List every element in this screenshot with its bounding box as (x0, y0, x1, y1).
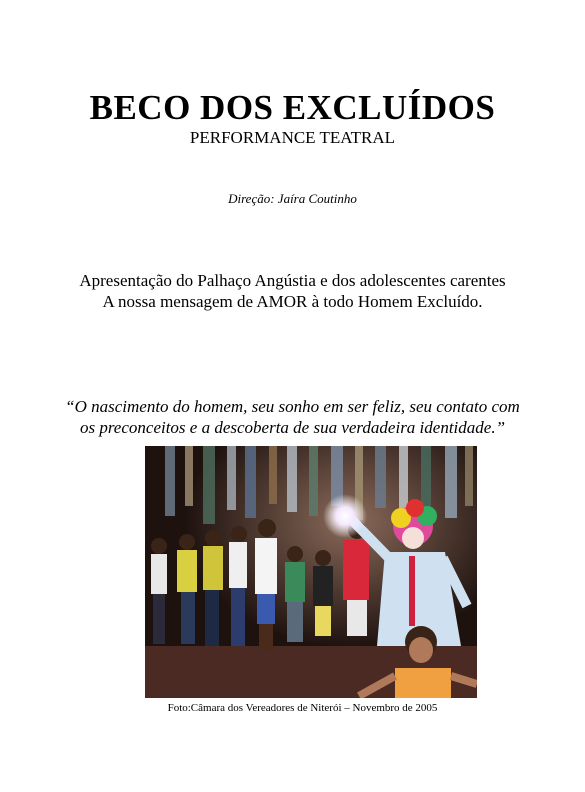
performance-photo (145, 446, 477, 698)
intro-line-2: A nossa mensagem de AMOR à todo Homem Excluído. (102, 292, 483, 311)
quote-line-2: os preconceitos e a descoberta de sua verdadeira identidade.” (79, 418, 506, 437)
direction-credit: Direção: Jaíra Coutinho (228, 191, 357, 206)
performance-photo-illustration (145, 446, 477, 698)
page-title: BECO DOS EXCLUÍDOS (89, 88, 496, 127)
intro-line-1: Apresentação do Palhaço Angústia e dos adolescentes carentes (79, 271, 506, 290)
page-subtitle: PERFORMANCE TEATRAL (189, 128, 396, 147)
intro-paragraph (0, 270, 585, 312)
photo-caption: Foto:Câmara dos Vereadores de Niterói – Novembro de 2005 (167, 702, 438, 714)
light-flash (323, 494, 367, 538)
quote-line-1: “O nascimento do homem, seu sonho em ser feliz, seu contato com (65, 397, 520, 416)
quote-paragraph (0, 396, 585, 438)
